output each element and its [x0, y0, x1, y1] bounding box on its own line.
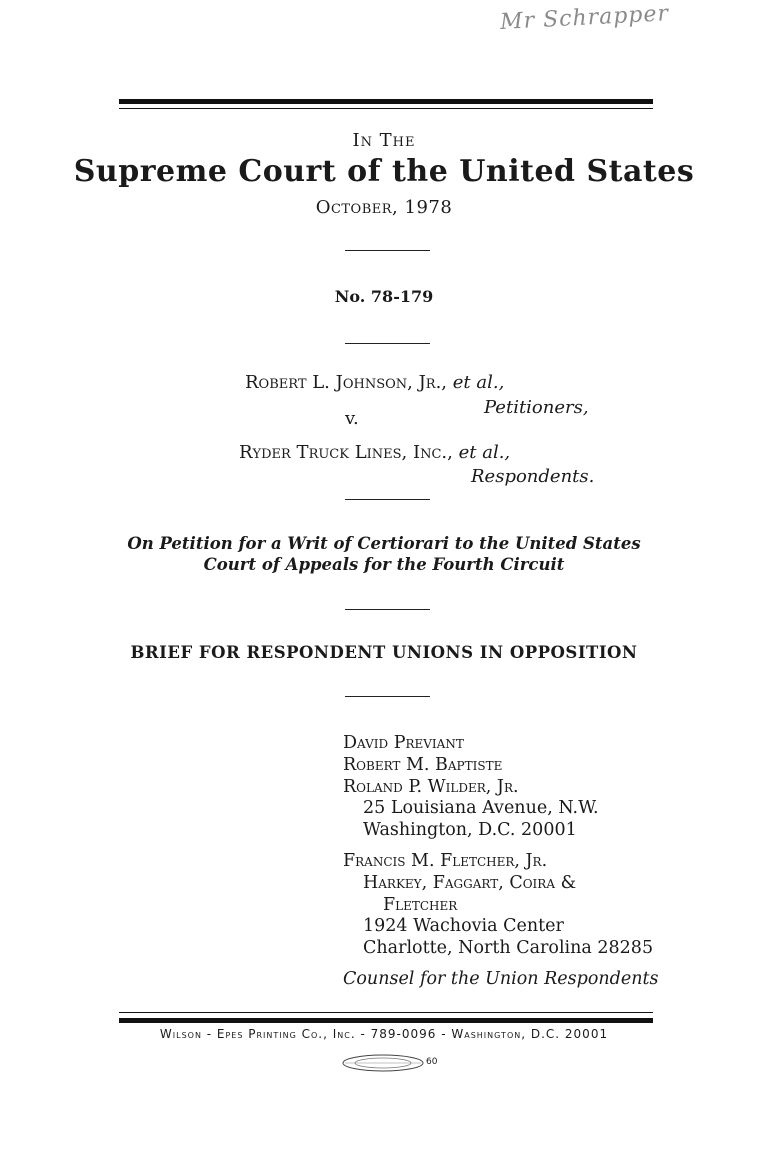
law-firm-line-2: Fletcher: [383, 895, 458, 915]
counsel-address-line-2: Washington, D.C. 20001: [363, 820, 577, 840]
handwritten-signature: Mr Schrapper: [499, 1, 670, 36]
counsel-name-4: Francis M. Fletcher, Jr.: [343, 851, 548, 871]
top-thick-rule: [119, 99, 653, 104]
counsel-address-line-1: 25 Louisiana Avenue, N.W.: [363, 798, 599, 818]
counsel-label: Counsel for the Union Respondents: [343, 969, 659, 989]
union-code: 60: [426, 1057, 438, 1067]
petitioner-line: [245, 372, 504, 393]
counsel-name-2: Robert M. Baptiste: [343, 755, 503, 775]
divider-rule: [345, 250, 430, 251]
counsel-name-1: David Previant: [343, 733, 464, 753]
petitioner-name: Robert L. Johnson, Jr.,: [245, 372, 448, 393]
firm-address-line-2: Charlotte, North Carolina 28285: [363, 938, 654, 958]
respondent-name: Ryder Truck Lines, Inc.,: [239, 442, 453, 463]
docket-number: No. 78-179: [334, 287, 434, 306]
printer-line: Wilson - Epes Printing Co., Inc. - 789-0096 - Washington, D.C. 20001: [159, 1027, 609, 1041]
union-label: [340, 1050, 440, 1076]
petitioner-role: Petitioners,: [484, 397, 589, 418]
divider-rule: [345, 696, 430, 697]
divider-rule: [345, 609, 430, 610]
top-thin-rule: [119, 108, 653, 109]
bottom-thin-rule: [119, 1012, 653, 1013]
divider-rule: [345, 499, 430, 500]
counsel-name-3: Roland P. Wilder, Jr.: [343, 777, 519, 797]
law-firm-line-1: Harkey, Faggart, Coira &: [363, 873, 577, 893]
petitioner-et-al: et al.,: [452, 372, 505, 393]
versus: v.: [345, 408, 359, 429]
firm-address-line-1: 1924 Wachovia Center: [363, 916, 564, 936]
term-date: October, 1978: [315, 197, 453, 218]
respondent-line: [239, 442, 510, 463]
respondent-et-al: et al.,: [458, 442, 511, 463]
petition-line-1: On Petition for a Writ of Certiorari to the United States: [127, 534, 641, 553]
court-name: Supreme Court of the United States: [73, 154, 695, 189]
divider-rule: [345, 343, 430, 344]
in-the-heading: In The: [352, 130, 416, 151]
brief-title: BRIEF FOR RESPONDENT UNIONS IN OPPOSITION: [130, 643, 638, 662]
petition-line-2: Court of Appeals for the Fourth Circuit: [203, 555, 565, 574]
union-bug-icon: [340, 1050, 440, 1076]
bottom-thick-rule: [119, 1018, 653, 1023]
respondent-role: Respondents.: [471, 466, 595, 487]
